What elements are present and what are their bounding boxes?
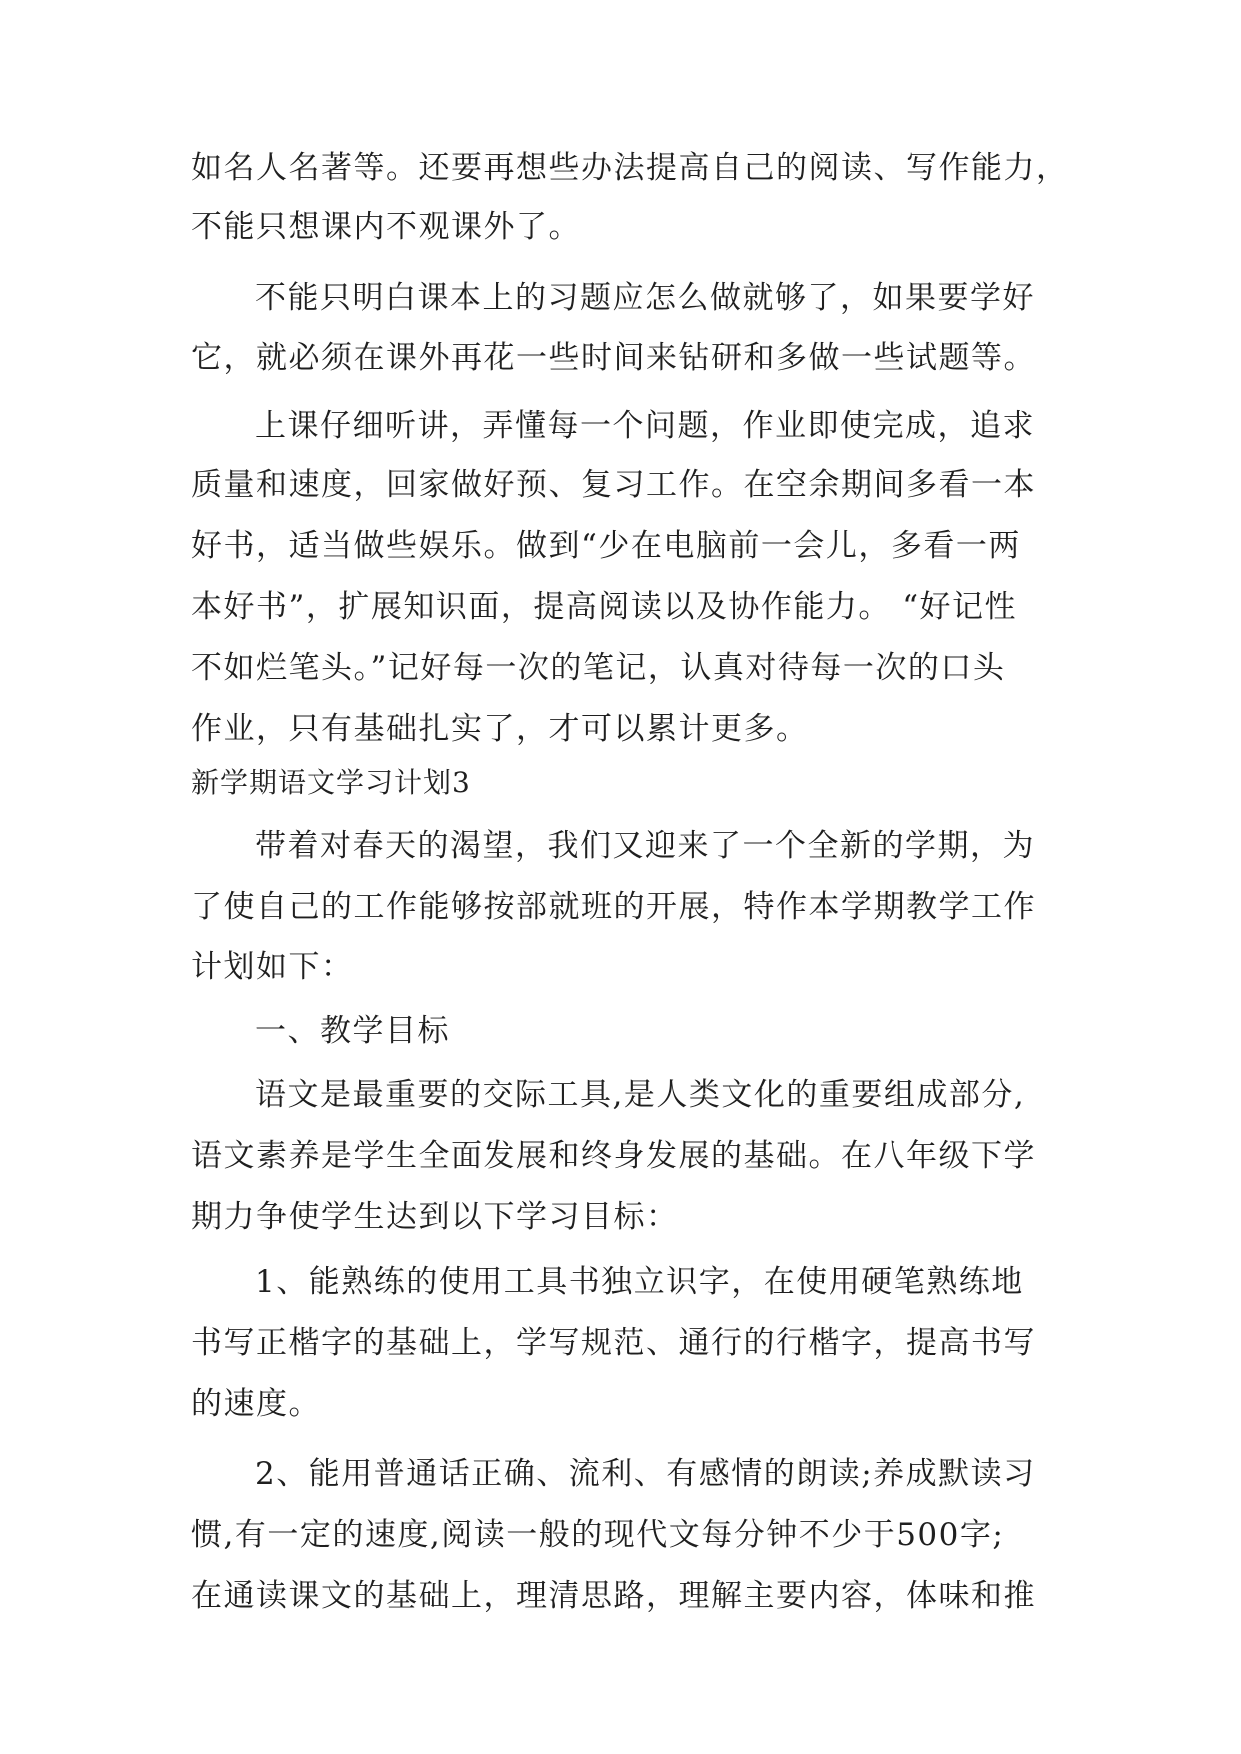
- text-line: 计划如下：: [191, 949, 354, 985]
- text-line: 惯,有一定的速度,阅读一般的现代文每分钟不少于500字;: [191, 1517, 1005, 1553]
- subheading: 一、教学目标: [255, 1013, 450, 1049]
- text-line: 上课仔细听讲，弄懂每一个问题，作业即使完成，追求: [255, 408, 1035, 444]
- text-line: 2、能用普通话正确、流利、有感情的朗读;养成默读习: [255, 1456, 1036, 1492]
- text-line: 它，就必须在课外再花一些时间来钻研和多做一些试题等。: [191, 340, 1036, 376]
- text-line: 质量和速度，回家做好预、复习工作。在空余期间多看一本: [191, 467, 1036, 503]
- section-heading: 新学期语文学习计划3: [191, 766, 471, 799]
- text-line: 书写正楷字的基础上，学写规范、通行的行楷字，提高书写: [191, 1325, 1036, 1361]
- text-line: 不能只想课内不观课外了。: [191, 209, 581, 245]
- text-line: 期力争使学生达到以下学习目标：: [191, 1199, 679, 1235]
- text-line: 不如烂笔头。”记好每一次的笔记，认真对待每一次的口头: [191, 650, 1006, 686]
- text-line: 在通读课文的基础上，理清思路，理解主要内容，体味和推: [191, 1578, 1036, 1614]
- text-line: 了使自己的工作能够按部就班的开展，特作本学期教学工作: [191, 889, 1036, 925]
- text-line: 如名人名著等。还要再想些办法提高自己的阅读、写作能力，: [191, 150, 1069, 186]
- text-line: 好书，适当做些娱乐。做到“少在电脑前一会儿，多看一两: [191, 528, 1021, 564]
- text-line: 语文素养是学生全面发展和终身发展的基础。在八年级下学: [191, 1138, 1036, 1174]
- text-line: 的速度。: [191, 1386, 321, 1422]
- text-line: 带着对春天的渴望，我们又迎来了一个全新的学期，为: [255, 828, 1035, 864]
- text-line: 语文是最重要的交际工具,是人类文化的重要组成部分,: [255, 1077, 1026, 1113]
- text-line: 不能只明白课本上的习题应怎么做就够了，如果要学好: [255, 280, 1035, 316]
- text-line: 1、能熟练的使用工具书独立识字，在使用硬笔熟练地: [255, 1264, 1024, 1300]
- text-line: 作业，只有基础扎实了，才可以累计更多。: [191, 711, 809, 747]
- text-line: 本好书”，扩展知识面，提高阅读以及协作能力。 “好记性: [191, 589, 1018, 625]
